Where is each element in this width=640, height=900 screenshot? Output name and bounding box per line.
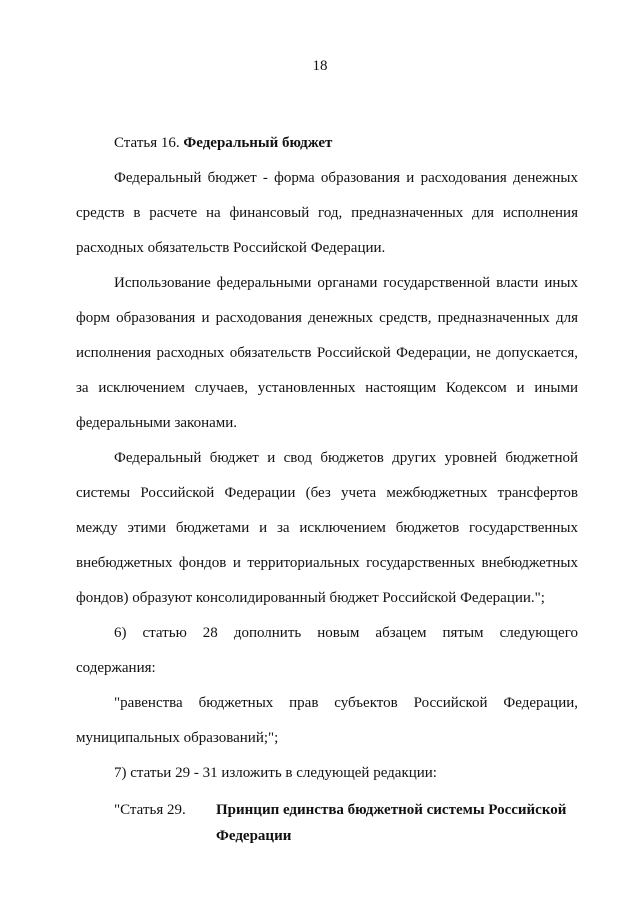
amendment-item-6: 6) статью 28 дополнить новым абзацем пятым следующего содержания: bbox=[76, 625, 578, 676]
article-16-heading bbox=[76, 126, 578, 161]
amendment-item-7: 7) статьи 29 - 31 изложить в следующей редакции: bbox=[114, 765, 437, 781]
paragraph-other-forms-prohibited: Использование федеральными органами государственной власти иных форм образования и расходования денежных средств, предназначенных для исполнения расходных обязательств Российской Федерации, не допускается, за исключением случаев, установленных настоящим Кодексом и иными федеральными законами. bbox=[76, 275, 578, 431]
page-number: 18 bbox=[312, 58, 328, 74]
paragraph-federal-budget-definition: Федеральный бюджет - форма образования и расходования денежных средств в расчете на финансовый год, предназначенных для исполнения расходных обязательств Российской Федерации. bbox=[76, 170, 578, 256]
article-16-label: Статья 16. bbox=[114, 135, 184, 151]
article-29-heading bbox=[76, 791, 578, 849]
amendment-quote: "равенства бюджетных прав субъектов Российской Федерации, муниципальных образований;"; bbox=[76, 695, 578, 746]
paragraph-consolidated-budget: Федеральный бюджет и свод бюджетов других уровней бюджетной системы Российской Федерации (без учета межбюджетных трансфертов между этими бюджетами и за исключением бюджетов государственных внебюджетных фондов и территориальных государственных внебюджетных фондов) образуют консолидированный бюджет Российской Федерации."; bbox=[76, 450, 578, 606]
article-16-title: Федеральный бюджет bbox=[183, 135, 333, 151]
article-29-label: "Статья 29. bbox=[114, 802, 186, 818]
document-body bbox=[76, 126, 578, 849]
article-29-title: Принцип единства бюджетной системы Российской Федерации bbox=[216, 802, 567, 844]
